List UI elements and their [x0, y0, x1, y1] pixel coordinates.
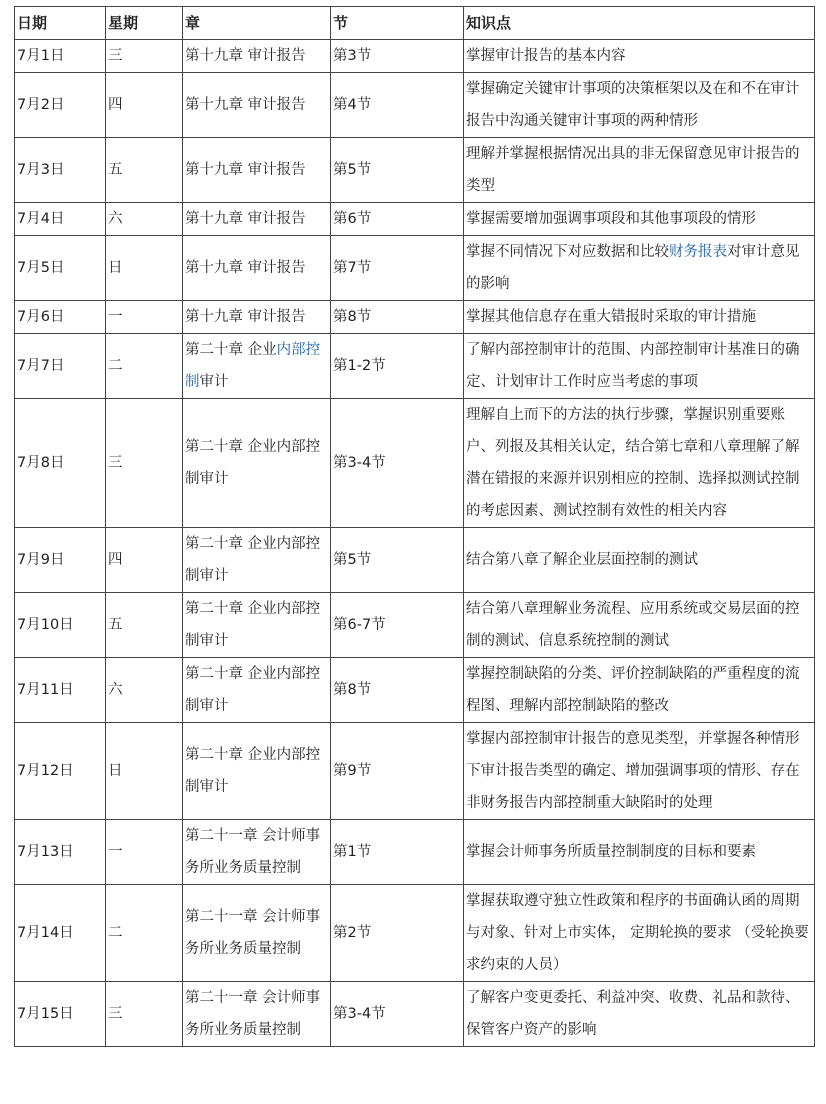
- cell-chapter: 第十九章 审计报告: [183, 203, 331, 236]
- cell-date: 7月2日: [15, 73, 106, 138]
- cell-weekday: 三: [106, 399, 183, 528]
- cell-chapter: 第十九章 审计报告: [183, 138, 331, 203]
- cell-section: 第7节: [331, 236, 464, 301]
- table-row: [15, 301, 815, 334]
- cell-chapter: 第二十章 企业内部控制审计: [183, 528, 331, 593]
- header-weekday: 星期: [106, 7, 183, 40]
- header-section: 节: [331, 7, 464, 40]
- cell-section: 第6节: [331, 203, 464, 236]
- cell-section: 第3-4节: [331, 399, 464, 528]
- cell-weekday: 三: [106, 982, 183, 1047]
- table-header-row: [15, 7, 815, 40]
- study-schedule-table: [14, 6, 815, 1047]
- cell-date: 7月13日: [15, 820, 106, 885]
- table-row: [15, 40, 815, 73]
- cell-section: 第3节: [331, 40, 464, 73]
- cell-weekday: 二: [106, 334, 183, 399]
- table-row: [15, 528, 815, 593]
- table-row: [15, 334, 815, 399]
- table-row: [15, 982, 815, 1047]
- financial-statements-link[interactable]: 财务报表: [669, 244, 727, 260]
- cell-knowledge: 结合第八章理解业务流程、应用系统或交易层面的控制的测试、信息系统控制的测试: [464, 593, 815, 658]
- cell-knowledge: 了解客户变更委托、利益冲突、收费、礼品和款待、保管客户资产的影响: [464, 982, 815, 1047]
- cell-weekday: 二: [106, 885, 183, 982]
- schedule-table-wrapper: [14, 6, 814, 1047]
- table-row: [15, 820, 815, 885]
- cell-chapter: 第二十章 企业内部控制审计: [183, 658, 331, 723]
- cell-weekday: 五: [106, 138, 183, 203]
- cell-weekday: 日: [106, 723, 183, 820]
- cell-weekday: 四: [106, 73, 183, 138]
- cell-section: 第5节: [331, 528, 464, 593]
- table-row: [15, 723, 815, 820]
- header-chapter: 章: [183, 7, 331, 40]
- cell-date: 7月8日: [15, 399, 106, 528]
- cell-section: 第1节: [331, 820, 464, 885]
- cell-knowledge: 理解自上而下的方法的执行步骤，掌握识别重要账户、列报及其相关认定，结合第七章和八章理解了解潜在错报的来源并识别相应的控制、选择拟测试控制的考虑因素、测试控制有效性的相关内容: [464, 399, 815, 528]
- table-row: [15, 138, 815, 203]
- cell-knowledge: 结合第八章了解企业层面控制的测试: [464, 528, 815, 593]
- cell-knowledge: 掌握其他信息存在重大错报时采取的审计措施: [464, 301, 815, 334]
- cell-section: 第9节: [331, 723, 464, 820]
- table-row: [15, 236, 815, 301]
- knowledge-text: 掌握不同情况下对应数据和比较: [466, 244, 669, 260]
- cell-section: 第8节: [331, 301, 464, 334]
- cell-knowledge: 掌握内部控制审计报告的意见类型，并掌握各种情形下审计报告类型的确定、增加强调事项的情形、存在非财务报告内部控制重大缺陷时的处理: [464, 723, 815, 820]
- cell-weekday: 五: [106, 593, 183, 658]
- cell-chapter: 第十九章 审计报告: [183, 73, 331, 138]
- cell-weekday: 三: [106, 40, 183, 73]
- cell-chapter: 第二十一章 会计师事务所业务质量控制: [183, 820, 331, 885]
- cell-knowledge: 掌握审计报告的基本内容: [464, 40, 815, 73]
- cell-chapter: 第二十章 企业内部控制审计: [183, 723, 331, 820]
- cell-date: 7月3日: [15, 138, 106, 203]
- cell-section: 第2节: [331, 885, 464, 982]
- cell-section: 第1-2节: [331, 334, 464, 399]
- table-row: [15, 658, 815, 723]
- header-knowledge: 知识点: [464, 7, 815, 40]
- cell-date: 7月10日: [15, 593, 106, 658]
- cell-chapter: 第二十一章 会计师事务所业务质量控制: [183, 982, 331, 1047]
- cell-knowledge: [464, 236, 815, 301]
- cell-weekday: 一: [106, 820, 183, 885]
- cell-weekday: 日: [106, 236, 183, 301]
- cell-chapter: [183, 334, 331, 399]
- table-row: [15, 399, 815, 528]
- cell-date: 7月5日: [15, 236, 106, 301]
- cell-chapter: 第十九章 审计报告: [183, 40, 331, 73]
- internal-control-link[interactable]: 内部控制: [185, 342, 321, 390]
- cell-date: 7月9日: [15, 528, 106, 593]
- cell-date: 7月15日: [15, 982, 106, 1047]
- cell-date: 7月14日: [15, 885, 106, 982]
- cell-weekday: 六: [106, 658, 183, 723]
- cell-knowledge: 掌握控制缺陷的分类、评价控制缺陷的严重程度的流程图、理解内部控制缺陷的整改: [464, 658, 815, 723]
- table-row: [15, 593, 815, 658]
- knowledge-text: 对审计意见的影响: [466, 244, 800, 292]
- table-row: [15, 203, 815, 236]
- cell-date: 7月7日: [15, 334, 106, 399]
- cell-section: 第5节: [331, 138, 464, 203]
- cell-date: 7月12日: [15, 723, 106, 820]
- cell-chapter: 第二十章 企业内部控制审计: [183, 593, 331, 658]
- cell-weekday: 一: [106, 301, 183, 334]
- cell-weekday: 四: [106, 528, 183, 593]
- cell-chapter: 第十九章 审计报告: [183, 301, 331, 334]
- table-row: [15, 885, 815, 982]
- cell-date: 7月11日: [15, 658, 106, 723]
- chapter-text: 第二十章 企业: [185, 342, 277, 358]
- table-row: [15, 73, 815, 138]
- cell-section: 第6-7节: [331, 593, 464, 658]
- cell-section: 第3-4节: [331, 982, 464, 1047]
- cell-knowledge: 掌握会计师事务所质量控制制度的目标和要素: [464, 820, 815, 885]
- cell-date: 7月4日: [15, 203, 106, 236]
- cell-section: 第8节: [331, 658, 464, 723]
- cell-knowledge: 掌握需要增加强调事项段和其他事项段的情形: [464, 203, 815, 236]
- cell-weekday: 六: [106, 203, 183, 236]
- cell-chapter: 第二十章 企业内部控制审计: [183, 399, 331, 528]
- cell-date: 7月1日: [15, 40, 106, 73]
- cell-date: 7月6日: [15, 301, 106, 334]
- cell-chapter: 第二十一章 会计师事务所业务质量控制: [183, 885, 331, 982]
- header-date: 日期: [15, 7, 106, 40]
- cell-knowledge: 了解内部控制审计的范围、内部控制审计基准日的确定、计划审计工作时应当考虑的事项: [464, 334, 815, 399]
- cell-section: 第4节: [331, 73, 464, 138]
- cell-chapter: 第十九章 审计报告: [183, 236, 331, 301]
- chapter-text: 审计: [199, 374, 229, 390]
- cell-knowledge: 掌握获取遵守独立性政策和程序的书面确认函的周期与对象、针对上市实体， 定期轮换的要求 （受轮换要求约束的人员）: [464, 885, 815, 982]
- cell-knowledge: 掌握确定关键审计事项的决策框架以及在和不在审计报告中沟通关键审计事项的两种情形: [464, 73, 815, 138]
- cell-knowledge: 理解并掌握根据情况出具的非无保留意见审计报告的类型: [464, 138, 815, 203]
